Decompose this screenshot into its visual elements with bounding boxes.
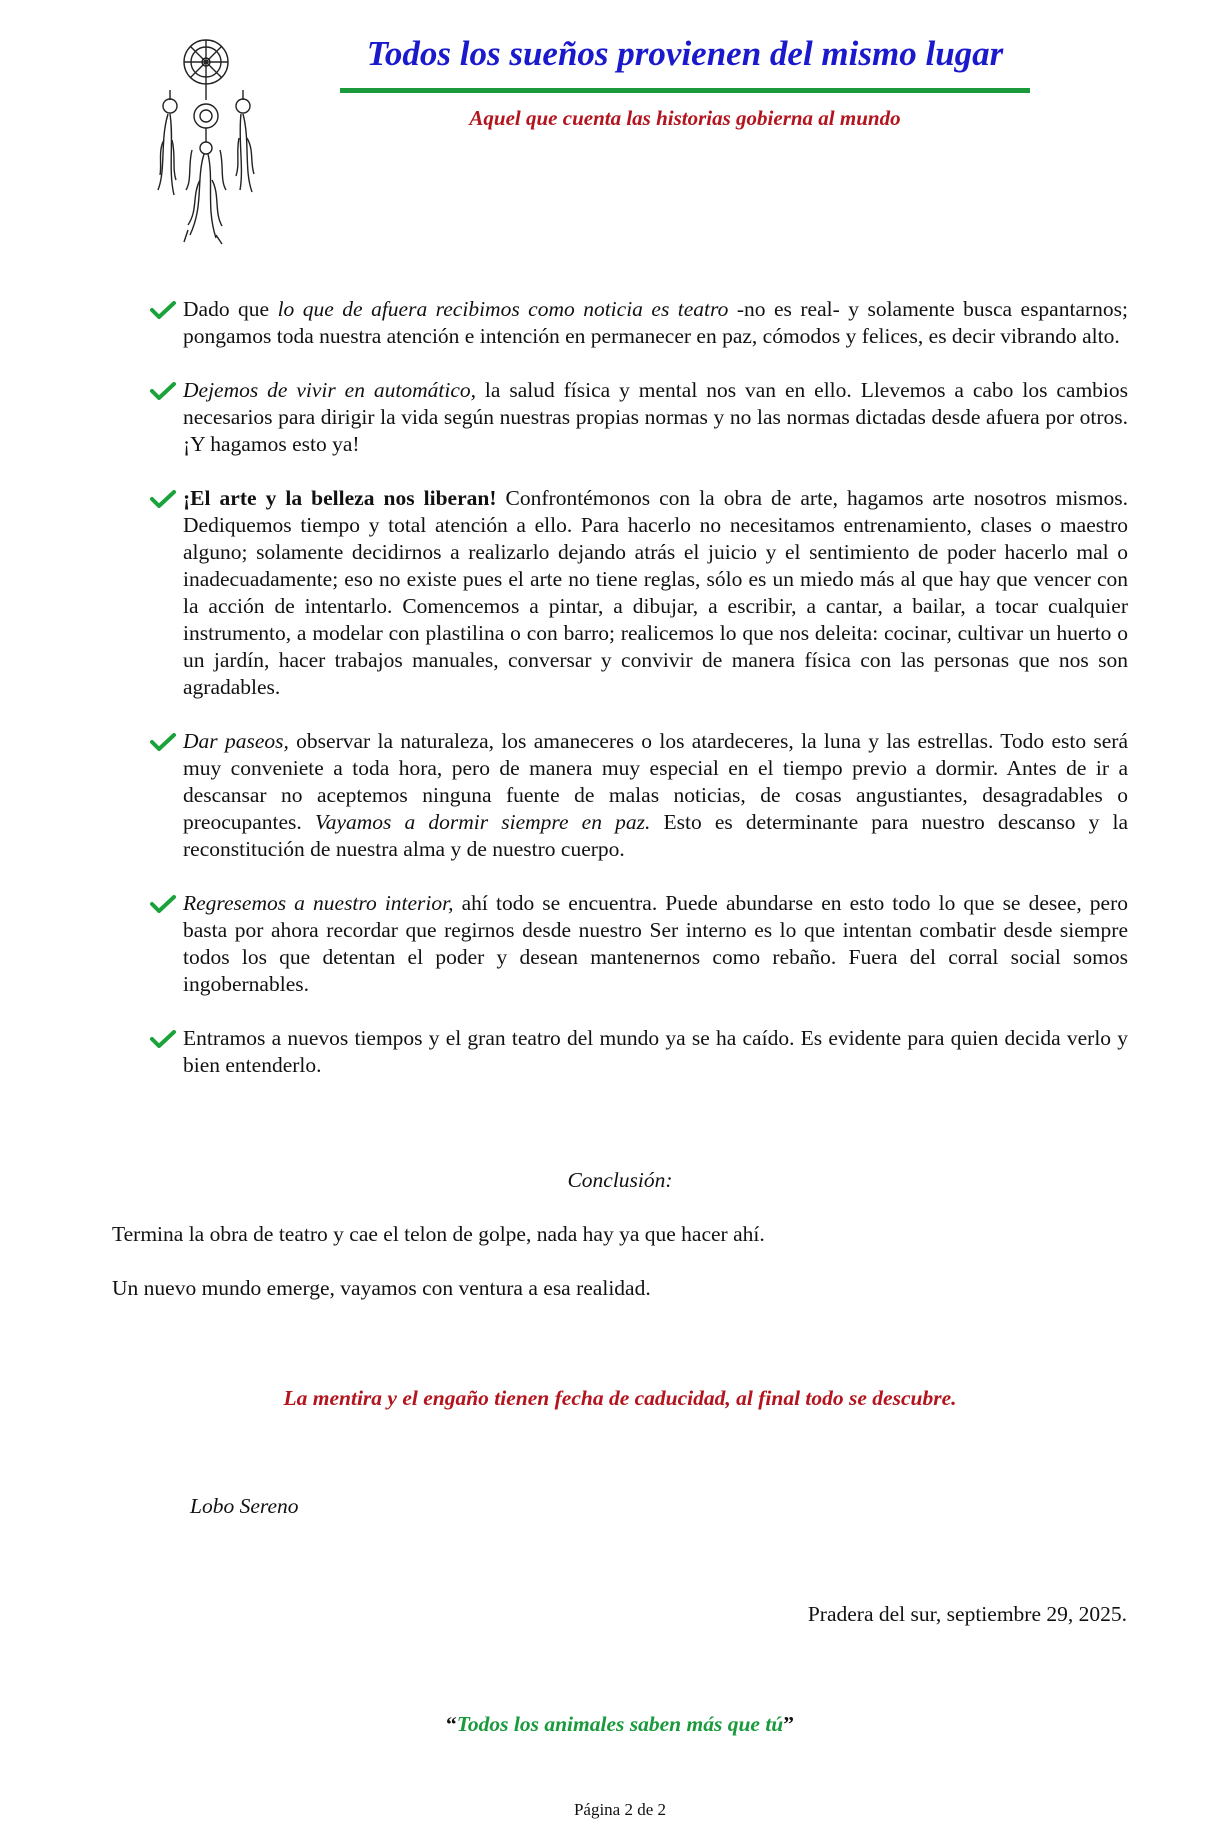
date-line: Pradera del sur, septiembre 29, 2025. — [807, 1602, 1127, 1626]
bullet-text-segment: la salud física y mental nos van en ello. Llevemos a cabo los cambios necesarios para dirigir la vida según nuestras propias normas y no las normas dictadas desde afuera por otros. ¡Y hagamos esto ya! — [183, 378, 1129, 456]
checkmark-icon — [150, 1029, 176, 1049]
bullet-text-segment: lo que de afuera recibimos como noticia es teatro — [277, 297, 729, 321]
conclusion-paragraph: Un nuevo mundo emerge, vayamos con ventura a esa realidad. — [112, 1276, 651, 1300]
bullet-text-segment: ¡El arte y la belleza nos liberan! — [183, 486, 497, 510]
bullet-text-segment: ahí todo se encuentra. Puede abundarse en esto todo lo que se desee, pero basta por ahora recordar que regirnos desde nuestro Ser interno es lo que intentan combatir desde siempre todos los que detentan el poder y desean mantenernos como rebaño. Fuera del corral social somos ingobernables. — [183, 891, 1128, 996]
close-quote-mark: ” — [783, 1712, 795, 1736]
bullet-item — [148, 377, 1128, 458]
bullet-text-segment: Dar paseos, — [183, 729, 289, 753]
bullet-item — [148, 1025, 1128, 1079]
bullet-text-segment: -no es real- y solamente busca espantarnos; pongamos toda nuestra atención e intención en permanecer en paz, cómodos y felices, es decir vibrando alto. — [183, 297, 1128, 348]
bullet-text-segment: Confrontémonos con la obra de arte, hagamos arte nosotros mismos. Dediquemos tiempo y total atención a ello. Para hacerlo no necesitamos entrenamiento, clases o maestro alguno; solamente decidirnos a realizarlo dejando atrás el juicio y el sentimiento de poder hacerlo mal o inadecuadamente; eso no existe pues el arte no tiene reglas, sólo es un miedo más al que hay que vencer con la acción de intentarlo. Comencemos a pintar, a dibujar, a escribir, a cantar, a bailar, a tocar cualquier instrumento, a modelar con plastilina o con barro; realicemos lo que nos deleita: cocinar, cultivar un huerto o un jardín, hacer trabajos manuales, conversar y convivir de manera física con las personas que nos son agradables. — [183, 486, 1128, 699]
bullet-item — [148, 890, 1128, 998]
closing-quote — [0, 1712, 1205, 1737]
closing-quote-text: Todos los animales saben más que tú — [456, 1712, 784, 1736]
bullet-item — [148, 485, 1128, 701]
bullet-list — [148, 296, 1128, 1106]
document-subtitle: Aquel que cuenta las historias gobierna al mundo — [469, 106, 901, 130]
conclusion-heading: Conclusión: — [567, 1168, 673, 1192]
document-title: Todos los sueños provienen del mismo lugar — [366, 34, 1004, 73]
checkmark-icon — [150, 732, 176, 752]
dreamcatcher-logo — [148, 30, 268, 250]
title-divider — [340, 88, 1030, 93]
checkmark-icon — [150, 300, 176, 320]
bullet-text-segment: Entramos a nuevos tiempos y el gran teatro del mundo ya se ha caído. Es evidente para quien decida verlo y bien entenderlo. — [183, 1026, 1128, 1077]
author-signature: Lobo Sereno — [190, 1494, 299, 1518]
open-quote-mark: “ — [445, 1712, 457, 1736]
checkmark-icon — [150, 894, 176, 914]
checkmark-icon — [150, 381, 176, 401]
checkmark-icon — [150, 489, 176, 509]
conclusion-paragraph: Termina la obra de teatro y cae el telon de golpe, nada hay ya que hacer ahí. — [112, 1222, 765, 1246]
bullet-item — [148, 296, 1128, 350]
bullet-text-segment: Vayamos a dormir siempre en paz. — [314, 810, 651, 834]
red-quote: La mentira y el engaño tienen fecha de caducidad, al final todo se descubre. — [283, 1386, 957, 1410]
bullet-text-segment: Dado que — [183, 297, 278, 321]
bullet-text-segment: observar la naturaleza, los amaneceres o los atardeceres, la luna y las estrellas. Todo esto será muy conveniete a toda hora, pero de manera muy especial en el tiempo previo a dormir. Antes de ir a descansar no aceptemos ninguna fuente de malas noticias, de cosas angustiantes, desagradables o preocupantes. — [183, 729, 1128, 834]
bullet-text-segment: Esto es determinante para nuestro descanso y la reconstitución de nuestra alma y de nuestro cuerpo. — [183, 810, 1128, 861]
bullet-text-segment: Regresemos a nuestro interior, — [183, 891, 454, 915]
bullet-item — [148, 728, 1128, 863]
page-number: Página 2 de 2 — [573, 1800, 667, 1819]
bullet-text-segment: Dejemos de vivir en automático, — [183, 378, 476, 402]
